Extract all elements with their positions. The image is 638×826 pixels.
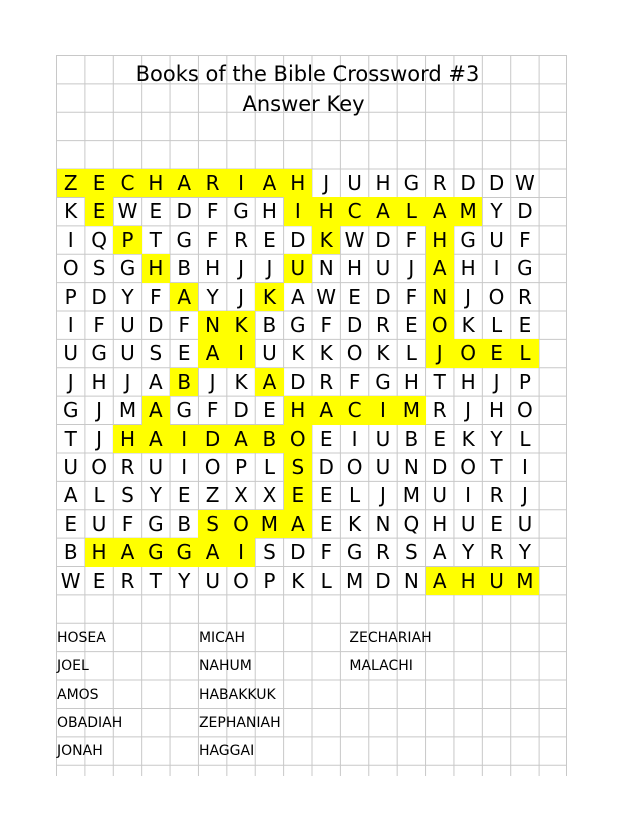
- word-list-item: NAHUM: [198, 658, 252, 675]
- grid-cell: K: [461, 313, 475, 337]
- grid-cell: A: [227, 425, 255, 453]
- grid-cell: Q: [403, 511, 420, 536]
- grid-cell: I: [351, 426, 358, 451]
- grid-cell: L: [263, 454, 275, 479]
- grid-cell: D: [176, 199, 192, 224]
- grid-cell: Q: [91, 227, 107, 252]
- grid-cell: L: [405, 341, 417, 366]
- grid-cell: O: [62, 256, 79, 281]
- grid-cell: J: [426, 339, 454, 367]
- grid-cell: K: [227, 311, 255, 339]
- grid-cell: J: [521, 483, 528, 508]
- page-title: Books of the Bible Crossword #3: [135, 62, 480, 86]
- grid-cell: H: [375, 171, 391, 196]
- grid-cell: J: [380, 483, 386, 508]
- grid-cell: B: [177, 256, 192, 281]
- grid-cell: A: [142, 425, 170, 453]
- grid-cell: J: [408, 256, 415, 281]
- grid-cell: J: [323, 171, 330, 196]
- grid-cell: A: [255, 169, 283, 197]
- grid-cell: L: [320, 568, 332, 593]
- grid-cell: S: [198, 510, 226, 538]
- grid-cell: Y: [490, 199, 503, 224]
- grid-cell: T: [490, 454, 503, 479]
- grid-cell: N: [318, 256, 334, 281]
- grid-cell: D: [198, 425, 226, 453]
- grid-cell: H: [142, 169, 170, 197]
- grid-cell: Y: [462, 540, 475, 565]
- word-list-item: HABAKKUK: [198, 686, 276, 703]
- grid-cell: D: [375, 284, 391, 309]
- grid-cell: Y: [518, 540, 532, 565]
- grid-cell: O: [488, 284, 505, 309]
- grid-cell: O: [204, 454, 221, 479]
- grid-cell: U: [489, 227, 504, 252]
- grid-cell: M: [118, 398, 137, 423]
- grid-cell: N: [403, 454, 419, 479]
- grid-cell: F: [519, 227, 531, 252]
- grid-cell: U: [375, 256, 391, 281]
- grid-cell: H: [205, 256, 221, 281]
- grid-cell: R: [489, 540, 504, 565]
- grid-cell: F: [405, 227, 418, 252]
- grid-cell: E: [433, 426, 447, 451]
- grid-cell: D: [432, 454, 448, 479]
- grid-cell: E: [319, 511, 333, 536]
- grid-cell: D: [318, 454, 334, 479]
- grid-cell: F: [206, 398, 219, 423]
- grid-cell: D: [233, 398, 249, 423]
- grid-cell: A: [426, 567, 454, 595]
- grid-cell: G: [119, 256, 136, 281]
- grid-cell: M: [255, 510, 283, 538]
- grid-cell: I: [181, 454, 188, 479]
- grid-cell: K: [376, 341, 390, 366]
- grid-cell: G: [176, 227, 192, 252]
- grid-cell: S: [121, 483, 134, 508]
- grid-cell: E: [348, 284, 361, 309]
- grid-cell: L: [519, 426, 531, 451]
- grid-cell: U: [63, 454, 79, 479]
- grid-cell: B: [63, 540, 78, 565]
- grid-cell: L: [397, 197, 425, 225]
- grid-cell: U: [148, 454, 164, 479]
- grid-cell: W: [515, 171, 535, 196]
- grid-cell: J: [209, 369, 216, 394]
- grid-cell: E: [85, 197, 113, 225]
- grid-cell: M: [345, 568, 364, 593]
- grid-cell: U: [91, 511, 107, 536]
- grid-cell: F: [320, 313, 332, 337]
- grid-cell: D: [148, 313, 164, 337]
- grid-cell: H: [261, 199, 277, 224]
- grid-cell: W: [344, 227, 365, 252]
- grid-cell: A: [142, 396, 170, 424]
- grid-cell: J: [96, 398, 103, 423]
- grid-cell: P: [234, 454, 248, 479]
- grid-cell: U: [375, 454, 391, 479]
- grid-cell: A: [198, 339, 226, 367]
- grid-cell: J: [266, 256, 273, 281]
- grid-cell: K: [64, 199, 78, 224]
- grid-cell: E: [284, 481, 312, 509]
- grid-cell: A: [312, 396, 340, 424]
- grid-cell: I: [67, 227, 74, 252]
- word-list-item: JOEL: [57, 658, 89, 675]
- grid-cell: U: [262, 341, 277, 366]
- grid-cell: E: [177, 483, 191, 508]
- grid-cell: H: [142, 254, 170, 282]
- grid-cell: O: [454, 339, 482, 367]
- grid-cell: U: [375, 426, 391, 451]
- word-list-item: OBADIAH: [57, 714, 123, 731]
- grid-cell: A: [255, 368, 283, 396]
- grid-cell: Y: [149, 483, 162, 508]
- grid-cell: C: [113, 169, 141, 197]
- grid-cell: T: [433, 369, 446, 394]
- grid-cell: K: [461, 426, 475, 451]
- grid-cell: O: [426, 311, 454, 339]
- grid-cell: S: [92, 256, 106, 281]
- grid-cell: U: [432, 483, 448, 508]
- grid-cell: B: [262, 313, 277, 337]
- grid-cell: P: [518, 369, 531, 394]
- grid-cell: H: [85, 538, 113, 566]
- grid-cell: F: [150, 284, 162, 309]
- grid-cell: E: [85, 169, 113, 197]
- grid-cell: K: [291, 568, 305, 593]
- grid-cell: D: [375, 568, 391, 593]
- grid-cell: H: [113, 425, 141, 453]
- grid-cell: E: [149, 199, 163, 224]
- grid-cell: I: [67, 313, 74, 337]
- grid-cell: G: [375, 369, 391, 394]
- grid-cell: M: [454, 197, 482, 225]
- grid-cell: P: [263, 568, 276, 593]
- grid-cell: R: [376, 313, 390, 337]
- grid-cell: A: [432, 540, 447, 565]
- grid-cell: A: [170, 283, 198, 311]
- grid-cell: G: [62, 398, 79, 423]
- grid-cell: E: [405, 313, 418, 337]
- grid-cell: C: [340, 396, 368, 424]
- grid-cell: R: [376, 540, 390, 565]
- word-list-item: MICAH: [198, 629, 246, 646]
- grid-cell: D: [460, 171, 476, 196]
- grid-cell: G: [460, 227, 476, 252]
- grid-cell: A: [369, 197, 397, 225]
- grid-cell: E: [64, 511, 78, 536]
- grid-cell: E: [263, 227, 276, 252]
- grid-cell: J: [238, 256, 244, 281]
- grid-cell: A: [290, 284, 305, 309]
- grid-cell: Y: [121, 284, 134, 309]
- grid-cell: G: [517, 256, 533, 281]
- grid-cell: Y: [178, 568, 191, 593]
- grid-cell: F: [93, 313, 105, 337]
- grid-cell: O: [233, 568, 249, 593]
- grid-cell: F: [320, 540, 332, 565]
- grid-cell: I: [284, 197, 312, 225]
- grid-cell: Z: [57, 169, 85, 197]
- grid-cell: H: [432, 511, 448, 536]
- grid-cell: F: [178, 313, 190, 337]
- grid-cell: I: [521, 454, 528, 479]
- grid-cell: T: [149, 227, 162, 252]
- grid-cell: F: [206, 227, 219, 252]
- grid-cell: A: [426, 197, 454, 225]
- grid-cell: U: [517, 511, 533, 536]
- word-list-item: HOSEA: [57, 629, 106, 646]
- grid-cell: O: [346, 454, 363, 479]
- grid-cell: R: [489, 483, 504, 508]
- grid-cell: X: [234, 483, 248, 508]
- grid-cell: F: [348, 369, 361, 394]
- grid-cell: S: [149, 341, 163, 366]
- grid-cell: O: [517, 398, 533, 423]
- grid-cell: E: [263, 398, 276, 423]
- grid-cell: F: [405, 284, 418, 309]
- grid-cell: L: [93, 483, 105, 508]
- grid-cell: D: [290, 227, 306, 252]
- grid-cell: O: [346, 341, 363, 366]
- grid-cell: F: [121, 511, 134, 536]
- grid-cell: H: [454, 567, 482, 595]
- grid-cell: U: [120, 313, 135, 337]
- grid-cell: R: [234, 227, 248, 252]
- grid-cell: H: [347, 256, 363, 281]
- grid-cell: P: [64, 284, 77, 309]
- grid-cell: K: [291, 341, 305, 366]
- grid-cell: U: [284, 254, 312, 282]
- grid-cell: A: [63, 483, 78, 508]
- grid-cell: G: [91, 341, 107, 366]
- grid-cell: J: [465, 284, 472, 309]
- grid-cell: K: [348, 511, 362, 536]
- grid-cell: J: [465, 398, 472, 423]
- grid-cell: A: [149, 369, 163, 394]
- grid-cell: J: [493, 369, 500, 394]
- grid-cell: N: [426, 283, 454, 311]
- grid-cell: O: [284, 425, 312, 453]
- grid-cell: D: [375, 227, 391, 252]
- grid-cell: J: [238, 284, 244, 309]
- grid-cell: N: [375, 511, 391, 536]
- grid-cell: H: [91, 369, 107, 394]
- grid-cell: L: [511, 339, 539, 367]
- grid-cell: G: [346, 540, 363, 565]
- page-subtitle: Answer Key: [242, 92, 365, 116]
- grid-cell: G: [233, 199, 249, 224]
- grid-cell: A: [284, 510, 312, 538]
- grid-cell: R: [432, 171, 447, 196]
- grid-cell: H: [460, 256, 476, 281]
- grid-cell: G: [290, 313, 306, 337]
- grid-cell: O: [460, 454, 476, 479]
- grid-cell: A: [113, 538, 141, 566]
- grid-cell: S: [284, 453, 312, 481]
- grid-cell: S: [263, 540, 276, 565]
- grid-cell: L: [490, 313, 503, 337]
- grid-cell: U: [347, 171, 362, 196]
- word-list-item: HAGGAI: [198, 743, 255, 760]
- grid-cell: I: [227, 339, 255, 367]
- grid-cell: J: [96, 426, 103, 451]
- grid-cell: M: [402, 483, 420, 508]
- grid-cell: C: [340, 197, 368, 225]
- grid-cell: U: [460, 511, 476, 536]
- grid-cell: L: [348, 483, 361, 508]
- grid-cell: E: [518, 313, 532, 337]
- grid-cell: U: [205, 568, 220, 593]
- grid-cell: Z: [205, 483, 220, 508]
- grid-cell: J: [124, 369, 131, 394]
- grid-cell: H: [284, 396, 312, 424]
- grid-cell: G: [176, 398, 192, 423]
- grid-cell: W: [117, 199, 138, 224]
- grid-cell: K: [312, 226, 340, 254]
- grid-cell: R: [319, 369, 334, 394]
- grid-cell: D: [290, 540, 306, 565]
- grid-cell: H: [284, 169, 312, 197]
- grid-cell: P: [113, 226, 141, 254]
- grid-cell: J: [67, 369, 74, 394]
- grid-cell: E: [482, 339, 510, 367]
- grid-cell: N: [403, 568, 419, 593]
- grid-cell: I: [493, 256, 500, 281]
- grid-cell: Y: [490, 426, 503, 451]
- grid-cell: R: [120, 568, 135, 593]
- grid-cell: G: [403, 171, 420, 196]
- word-list-item: ZEPHANIAH: [198, 714, 281, 731]
- word-list-item: JONAH: [57, 743, 103, 760]
- grid-cell: F: [206, 199, 219, 224]
- grid-cell: D: [346, 313, 363, 337]
- grid-cell: I: [369, 396, 397, 424]
- grid-cell: O: [227, 510, 255, 538]
- grid-cell: U: [63, 341, 79, 366]
- grid-cell: A: [426, 254, 454, 282]
- grid-cell: O: [91, 454, 107, 479]
- grid-cell: G: [148, 511, 164, 536]
- crossword-sheet: [56, 55, 567, 776]
- grid-cell: D: [290, 369, 306, 394]
- grid-cell: W: [60, 568, 81, 593]
- grid-cell: T: [64, 426, 77, 451]
- grid-cell: E: [490, 511, 503, 536]
- grid-cell: M: [397, 396, 425, 424]
- grid-cell: S: [405, 540, 418, 565]
- grid-cell: K: [234, 369, 248, 394]
- grid-cell: T: [149, 568, 162, 593]
- grid-cell: I: [227, 538, 255, 566]
- grid-cell: K: [255, 283, 283, 311]
- grid-cell: I: [227, 169, 255, 197]
- grid-cell: B: [170, 368, 198, 396]
- grid-cell: A: [198, 538, 226, 566]
- grid-cell: R: [432, 398, 447, 423]
- word-list-item: AMOS: [57, 686, 99, 703]
- word-list-item: ZECHARIAH: [349, 629, 432, 646]
- grid-cell: R: [120, 454, 135, 479]
- grid-cell: X: [262, 483, 277, 508]
- grid-cell: H: [312, 197, 340, 225]
- grid-cell: D: [91, 284, 107, 309]
- grid-cell: B: [177, 511, 192, 536]
- grid-cell: I: [170, 425, 198, 453]
- grid-cell: E: [319, 483, 333, 508]
- grid-cell: E: [177, 341, 191, 366]
- grid-cell: R: [517, 284, 532, 309]
- grid-cell: D: [488, 171, 505, 196]
- grid-cell: D: [517, 199, 533, 224]
- grid-cell: H: [403, 369, 419, 394]
- grid-cell: E: [92, 568, 106, 593]
- grid-cell: Y: [206, 284, 219, 309]
- grid-cell: K: [319, 341, 333, 366]
- grid-cell: B: [255, 425, 283, 453]
- grid-cell: G: [170, 538, 198, 566]
- grid-cell: U: [482, 567, 510, 595]
- grid-cell: B: [404, 426, 419, 451]
- word-list-item: MALACHI: [349, 658, 413, 675]
- grid-cell: M: [511, 567, 539, 595]
- grid-cell: H: [489, 398, 505, 423]
- grid-cell: A: [170, 169, 198, 197]
- grid-cell: G: [142, 538, 170, 566]
- grid-cell: I: [465, 483, 472, 508]
- grid-cell: E: [319, 426, 333, 451]
- grid-cell: N: [198, 311, 226, 339]
- grid-cell: W: [316, 284, 337, 309]
- grid-cell: R: [198, 169, 226, 197]
- grid-cell: U: [120, 341, 135, 366]
- grid-cell: H: [426, 226, 454, 254]
- grid-cell: H: [460, 369, 476, 394]
